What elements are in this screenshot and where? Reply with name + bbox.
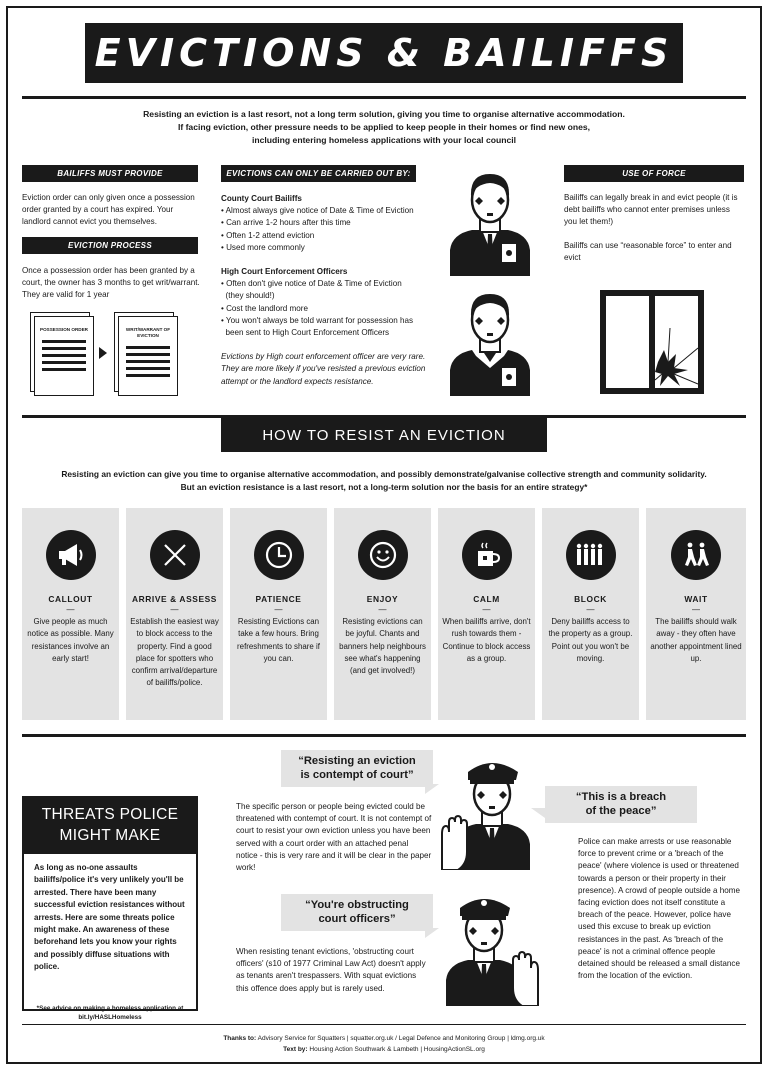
footer-credits: Thanks to: Advisory Service for Squatters | squatter.org.uk / Legal Defence and Monitoring Group | ldmg.org.uk Text by: Housing Action Southwark & Lambeth | HousingActionSL.org — [223, 1035, 545, 1053]
homeless-advice-note: *See advice on making a homeless application at bit.ly/HASLHomeless — [36, 1005, 184, 1021]
megaphone-icon — [46, 530, 96, 580]
use-of-force-heading: USE OF FORCE — [564, 165, 744, 182]
tile-callout: CALLOUT — Give people as much notice as possible. Many resistances involve an early start! — [22, 508, 119, 720]
divider — [22, 96, 746, 99]
group-icon — [566, 530, 616, 580]
bailiffs-must-provide-text: Eviction order can only given once a possession order granted by a court has expired. Your landlord cannot evict you themselves. — [22, 193, 195, 227]
writ-warrant-document: WRIT/WARRANT OF EVICTION — [118, 316, 178, 396]
bailiff-figure-icon — [446, 168, 534, 276]
intro-text: Resisting an eviction is a last resort, not a long term solution, giving you time to organise alternative accommodation. If facing eviction, other pressure needs to be applied to keep people in their homes or find new ones, including entering homeless applications with your local council — [143, 109, 625, 145]
bailiffs-must-provide-heading: BAILIFFS MUST PROVIDE — [22, 165, 198, 182]
rare-note: Evictions by High court enforcement officer are very rare. They are more likely if you've resisted a previous eviction attempt or the landlord expects resistance. — [221, 352, 426, 386]
eviction-process-heading: EVICTION PROCESS — [22, 237, 198, 254]
enforcement-officer-figure-icon — [446, 288, 534, 396]
bubble-tail — [425, 928, 439, 938]
carried-out-by-heading: EVICTIONS CAN ONLY BE CARRIED OUT BY: — [221, 165, 416, 182]
mug-icon — [462, 530, 512, 580]
cross-icon — [150, 530, 200, 580]
broken-window-icon — [598, 288, 706, 396]
bubble-tail — [531, 808, 545, 818]
tile-enjoy: ENJOY — Resisting evictions can be joyful. Chants and banners help neighbours see what's happening (and get involved!) — [334, 508, 431, 720]
possession-order-document: POSSESSION ORDER — [34, 316, 94, 396]
divider — [22, 734, 746, 737]
eviction-process-text: Once a possession order has been granted by a court, the owner has 3 months to get writ/warrant. They are valid for 1 year — [22, 266, 200, 300]
contempt-text: The specific person or people being evicted could be threatened with contempt of court. It is not contempt of court to resist your own eviction unless you have been served with a court order with an attached penal notice - this is very rare and it will be clear in the paper work! — [236, 802, 432, 873]
use-of-force-text-2: Bailiffs can use “reasonable force” to enter and evict — [564, 241, 732, 263]
walking-icon — [671, 530, 721, 580]
page-title: EVICTIONS & BAILIFFS — [94, 31, 674, 75]
arrow-right-icon — [99, 347, 107, 359]
breach-quote-bubble: “This is a breach of the peace” — [545, 786, 697, 823]
obstructing-text: When resisting tenant evictions, 'obstructing court officers' (s10 of 1977 Criminal Law Act) doesn't apply as tenants aren't trespassers. With squat evictions this offence does apply but is rarely used. — [236, 947, 426, 993]
breach-text: Police can make arrests or use reasonable force to prevent crime or a 'breach of the peace' (where violence is used or threatened towards a person or their property in their presence). A crowd of people outside a home facing eviction does not itself constitute a breach of the peace. However, police have used this excuse to break up eviction resistances in the past. As 'breach of the peace' is not a criminal offence people detained should be released a small distance from the location of the eviction. — [578, 837, 740, 981]
county-court-title: County Court Bailiffs — [221, 194, 302, 203]
threats-heading: THREATS POLICE MIGHT MAKE — [24, 798, 196, 854]
footer-divider — [22, 1024, 746, 1025]
title-banner — [85, 23, 683, 83]
police-officer-figure-icon — [438, 886, 542, 1006]
tile-block: BLOCK — Deny bailiffs access to the property as a group. Point out you won't be moving. — [542, 508, 639, 720]
resist-intro: Resisting an eviction can give you time to organise alternative accommodation, and possibly demonstrate/galvanise collective strength and community solidarity. But an eviction resistance is a last resort, not a long-term solution nor the basis for an entire strategy* — [61, 469, 707, 492]
tile-calm: CALM — When bailiffs arrive, don't rush towards them - Continue to block access as a group. — [438, 508, 535, 720]
tile-wait: WAIT — The bailiffs should walk away - they often have another appointment lined up. — [646, 508, 746, 720]
how-to-resist-heading: HOW TO RESIST AN EVICTION — [221, 418, 547, 452]
tile-patience: PATIENCE — Resisting Evictions can take a few hours. Bring refreshments to share if you can. — [230, 508, 327, 720]
clock-icon — [254, 530, 304, 580]
high-court-title: High Court Enforcement Officers — [221, 267, 348, 277]
use-of-force-text-1: Bailiffs can legally break in and evict people (it is debt bailiffs who cannot enter premises unless you let them!) — [564, 193, 738, 227]
tile-arrive-assess: ARRIVE & ASSESS — Establish the easiest way to block access to the property. Find a good place for spotters who confirm arrival/departure of bailiffs/police. — [126, 508, 223, 720]
smiley-icon — [358, 530, 408, 580]
police-officer-figure-icon — [438, 752, 538, 870]
carried-out-by-text: County Court Bailiffs • Almost always give notice of Date & Time of Eviction • Can arrive 1-2 hours after this time • Often 1-2 attend eviction • Used more commonly High Court Enforcement Officers • Often don't give notice of Date & Time of Eviction (they should!) • Cost the landlord more • You won't always be told warrant for possession has been sent to High Court Enforcement Officers Evictions by High court enforcement officer are very rare. They are more likely if you've resisted a previous eviction attempt or the landlord expects resistance. — [221, 193, 443, 388]
bubble-tail — [425, 784, 439, 794]
threats-police-box — [22, 796, 198, 1011]
threats-body: As long as no-one assaults bailiffs/police it's very unlikely you'll be arrested. There have been many successful eviction resistances without arrests. Here are some threats police might make. An awareness of these beforehand lets you know your rights and possibly diffuse situations with police. — [34, 863, 185, 972]
obstructing-quote-bubble: “You're obstructing court officers” — [281, 894, 433, 931]
contempt-quote-bubble: “Resisting an eviction is contempt of court” — [281, 750, 433, 787]
